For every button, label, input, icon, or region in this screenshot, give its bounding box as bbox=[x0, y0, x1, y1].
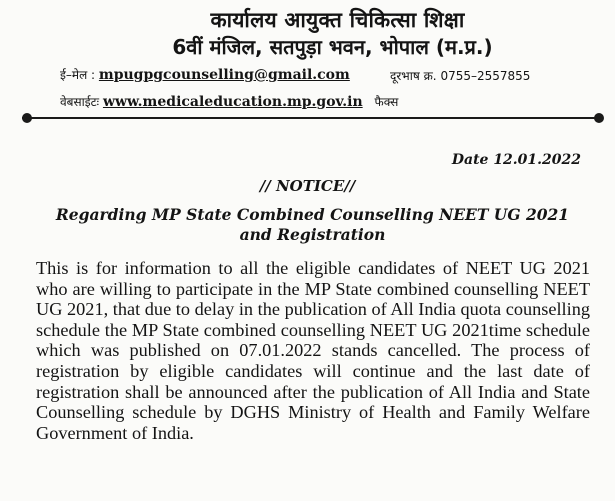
notice-subject bbox=[40, 205, 585, 245]
notice-date: Date 12.01.2022 bbox=[451, 152, 581, 168]
email-label: ई–मेल : bbox=[60, 68, 96, 82]
website-label: वेबसाईटः bbox=[60, 95, 100, 109]
website-link[interactable]: www.medicaleducation.mp.gov.in bbox=[102, 94, 363, 110]
email-row bbox=[60, 66, 531, 83]
website-row bbox=[60, 93, 398, 110]
phone-label: दूरभाष क्र. bbox=[390, 69, 437, 83]
subject-line-2: and Registration bbox=[239, 225, 386, 244]
subject-line-1: Regarding MP State Combined Counselling NEET UG 2021 bbox=[55, 205, 570, 224]
rule-right-dot bbox=[594, 113, 604, 123]
notice-title: // NOTICE// bbox=[259, 177, 356, 195]
header-divider bbox=[22, 117, 600, 119]
email-link[interactable]: mpugpgcounselling@gmail.com bbox=[98, 67, 350, 83]
phone-number: 0755–2557855 bbox=[440, 69, 531, 83]
office-address: 6वीं मंजिल, सतपुड़ा भवन, भोपाल (म.प्र.) bbox=[172, 35, 493, 59]
fax-label: फैक्स bbox=[374, 95, 399, 109]
notice-body: This is for information to all the eligible candidates of NEET UG 2021 who are willing to participate in the MP State combined counselling NEET UG 2021, that due to delay in the publication of All India quota counselling schedule the MP State combined counselling NEET UG 2021time schedule which was published on 07.01.2022 stands cancelled. The process of registration by eligible candidates will continue and the last date of registration shall be announced after the publication of All India and State Counselling schedule by DGHS Ministry of Health and Family Welfare Government of India. bbox=[36, 258, 590, 443]
phone-block bbox=[390, 67, 530, 84]
office-name: कार्यालय आयुक्त चिकित्सा शिक्षा bbox=[210, 8, 465, 32]
